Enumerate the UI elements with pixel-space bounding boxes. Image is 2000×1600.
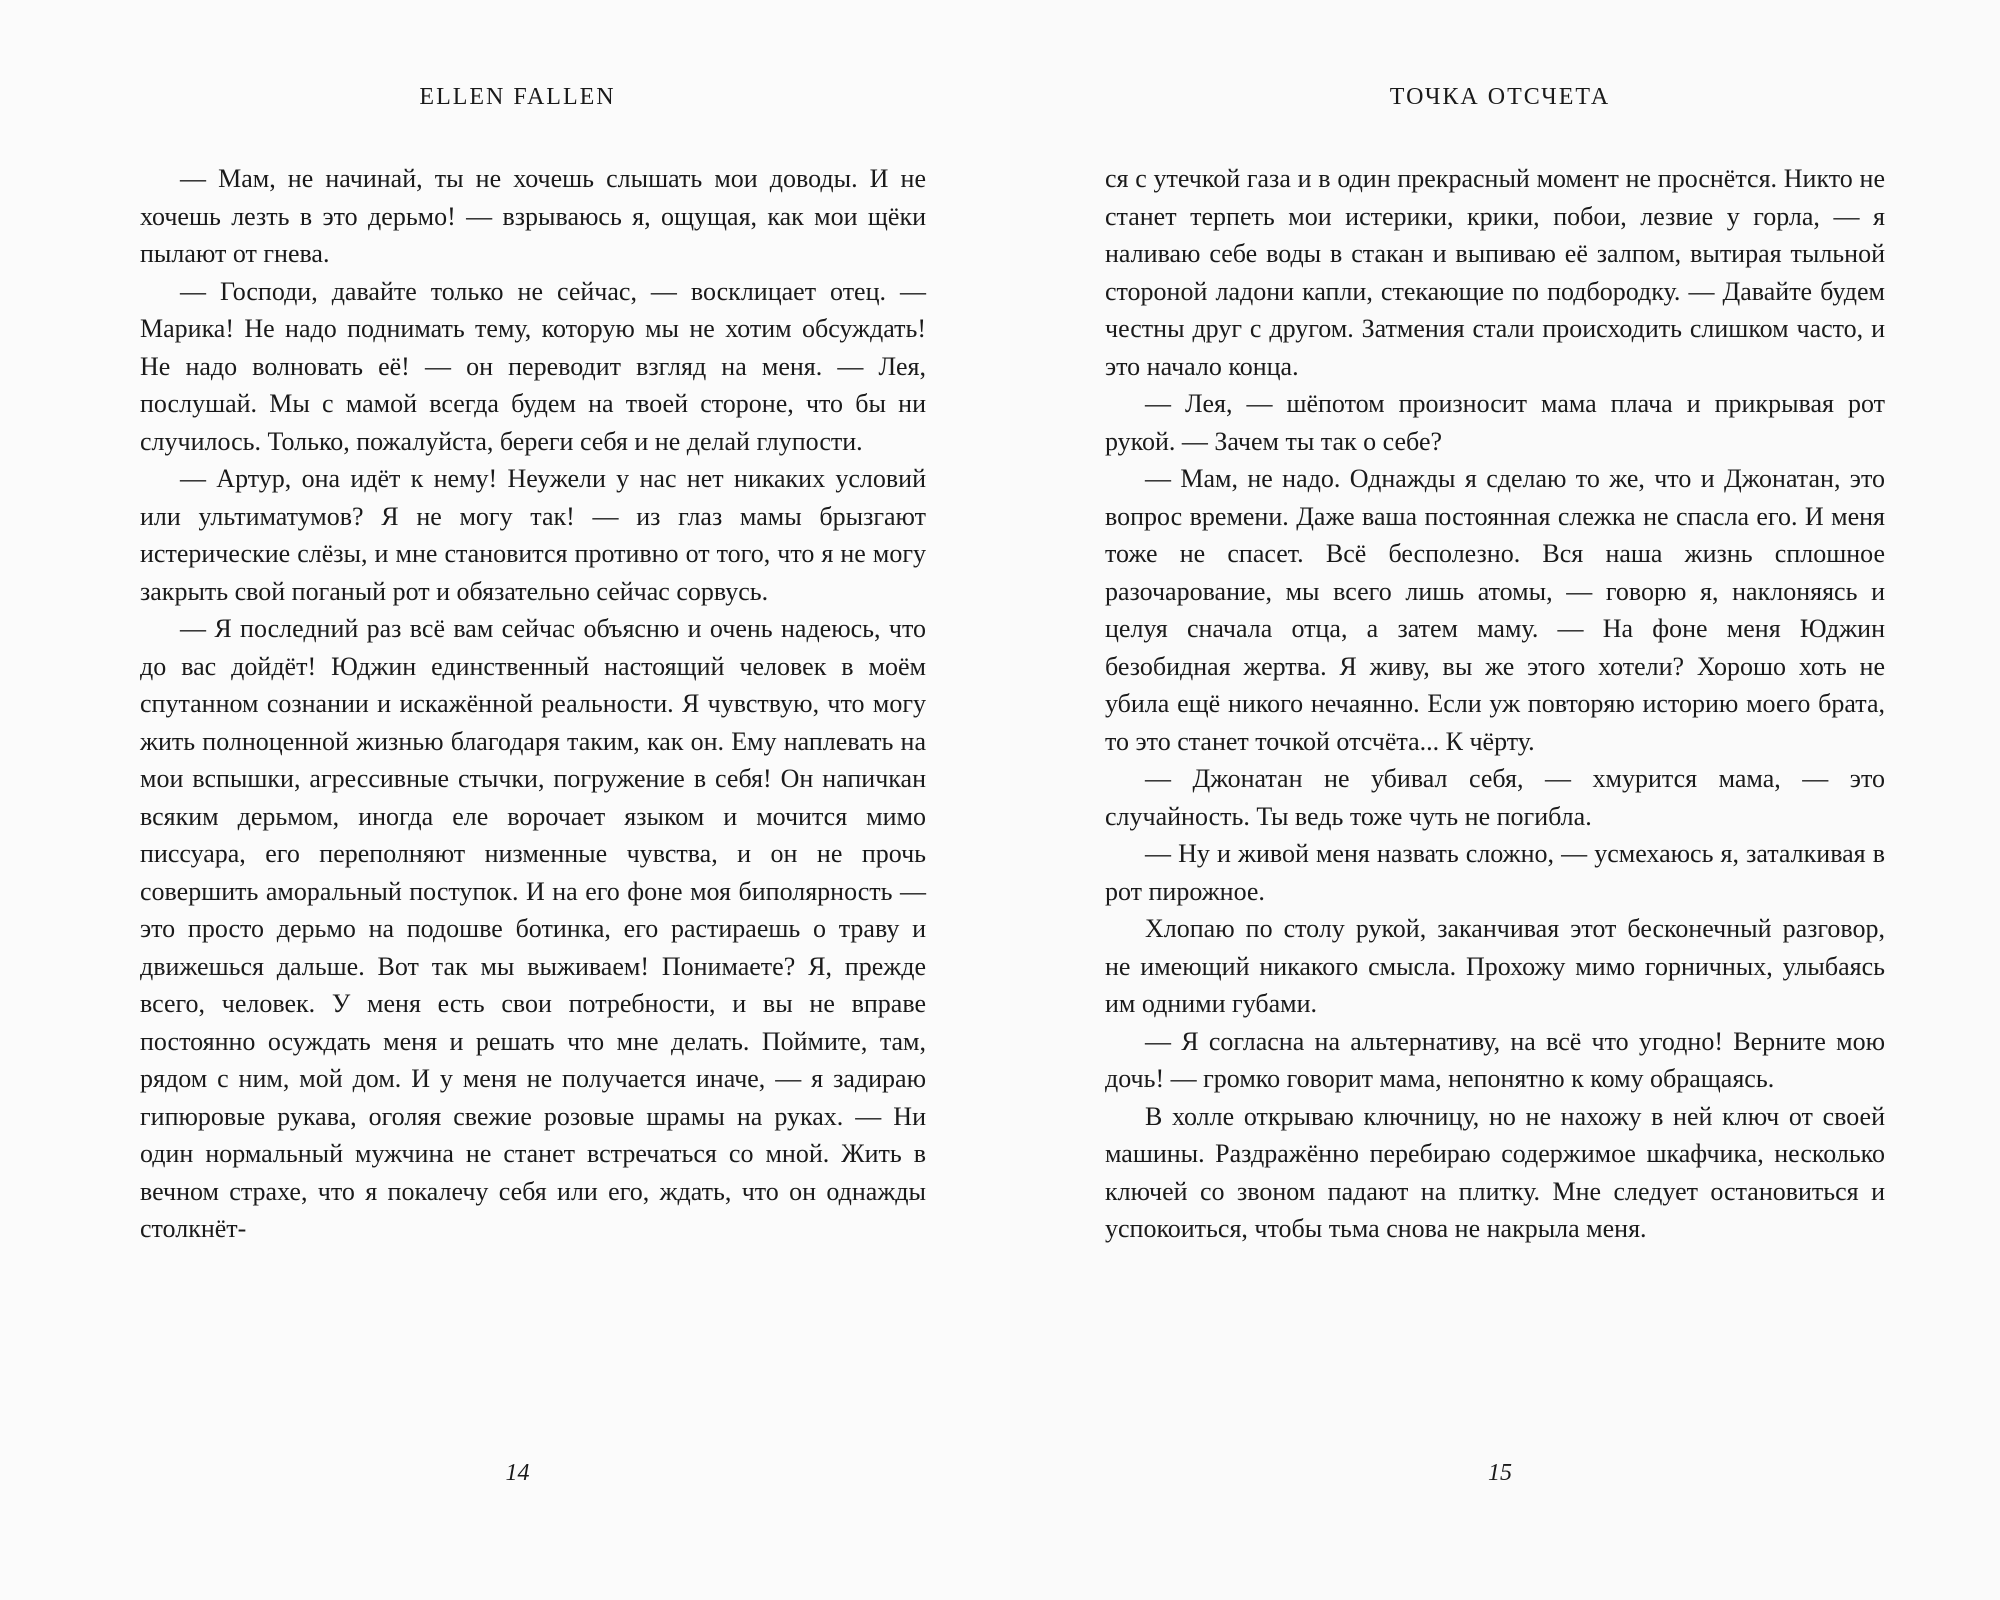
paragraph: В холле открываю ключницу, но не нахожу в ней ключ от своей машины. Раздражённо перебираю содержимое шкафчика, несколько ключей со звоном падают на плитку. Мне следует остановиться и успокоиться, чтобы тьма снова не накрыла меня. xyxy=(1105,1101,1885,1243)
paragraph: — Мам, не надо. Однажды я сделаю то же, что и Джонатан, это вопрос времени. Даже ваша постоянная слежка не спасла его. И меня тоже не спасет. Всё бесполезно. Вся наша жизнь сплошное разочарование, мы всего лишь атомы, — говорю я, наклоняясь и целуя сначала отца, а затем маму. — На фоне меня Юджин безобидная жертва. Я живу, вы же этого хотели? Хорошо хоть не убила ещё никого нечаянно. Если уж повторяю историю моего брата, то это станет точкой отсчёта... К чёрту. xyxy=(1105,464,1885,756)
paragraph: — Я последний раз всё вам сейчас объясню и очень надеюсь, что до вас дойдёт! Юджин единственный настоящий человек в моём спутанном сознании и искажённой реальности. Я чувствую, что могу жить полноценной жизнью благодаря таким, как он. Ему наплевать на мои вспышки, агрессивные стычки, погружение в себя! Он напичкан всяким дерьмом, иногда еле ворочает языком и мочится мимо писсуара, его переполняют низменные чувства, и он не прочь совершить аморальный поступок. И на его фоне моя биполярность — это просто дерьмо на подошве ботинка, его растираешь о траву и движешься дальше. Вот так мы выживаем! Понимаете? Я, прежде всего, человек. У меня есть свои потребности, и вы не вправе постоянно осуждать меня и решать что мне делать. Поймите, там, рядом с ним, мой дом. И у меня не получается иначе, — я задираю гипюровые рукава, оголяя свежие розовые шрамы на руках. — Ни один нормальный мужчина не станет встречаться со мной. Жить в вечном страхе, что я покалечу себя или его, ждать, что он однажды столкнёт- xyxy=(140,614,926,1243)
paragraph: — Артур, она идёт к нему! Неужели у нас нет никаких условий или ультиматумов? Я не могу так! — из глаз мамы брызгают истерические слёзы, и мне становится противно от того, что я не могу закрыть свой поганый рот и обязательно сейчас сорвусь. xyxy=(140,464,926,606)
paragraph: Хлопаю по столу рукой, заканчивая этот бесконечный разговор, не имеющий никакого смысла. Прохожу мимо горничных, улыбаясь им одними губами. xyxy=(1105,914,1885,1018)
paragraph: — Ну и живой меня назвать сложно, — усмехаюсь я, заталкивая в рот пирожное. xyxy=(1105,839,1885,906)
right-page-text xyxy=(1105,160,1885,1248)
paragraph: — Джонатан не убивал себя, — хмурится мама, — это случайность. Ты ведь тоже чуть не погибла. xyxy=(1105,764,1885,831)
paragraph-continued: ся с утечкой газа и в один прекрасный момент не проснётся. Никто не станет терпеть мои истерики, крики, побои, лезвие у горла, — я наливаю себе воды в стакан и выпиваю её залпом, вытирая тыльной стороной ладони капли, стекающие по подбородку. — Давайте будем честны друг с другом. Затмения стали происходить слишком часто, и это начало конца. xyxy=(1105,164,1885,381)
page-number: 15 xyxy=(1488,1460,1512,1486)
paragraph: — Лея, — шёпотом произносит мама плача и прикрывая рот рукой. — Зачем ты так о себе? xyxy=(1105,389,1885,456)
paragraph: — Мам, не начинай, ты не хочешь слышать мои доводы. И не хочешь лезть в это дерьмо! — взрываюсь я, ощущая, как мои щёки пылают от гнева. xyxy=(140,164,926,268)
page-number: 14 xyxy=(505,1460,530,1486)
left-page-text xyxy=(140,160,926,1248)
right-page xyxy=(1010,0,2000,1600)
paragraph: — Я согласна на альтернативу, на всё что угодно! Верните мою дочь! — громко говорит мама, непонятно к кому обращаясь. xyxy=(1105,1026,1885,1093)
running-header-title: ТОЧКА ОТСЧЕТА xyxy=(1389,84,1611,110)
running-header-author: ELLEN FALLEN xyxy=(419,84,616,110)
paragraph: — Господи, давайте только не сейчас, — восклицает отец. — Марика! Не надо поднимать тему, которую мы не хотим обсуждать! Не надо волновать её! — он переводит взгляд на меня. — Лея, послушай. Мы с мамой всегда будем на твоей стороне, что бы ни случилось. Только, пожалуйста, береги себя и не делай глупости. xyxy=(140,276,926,456)
